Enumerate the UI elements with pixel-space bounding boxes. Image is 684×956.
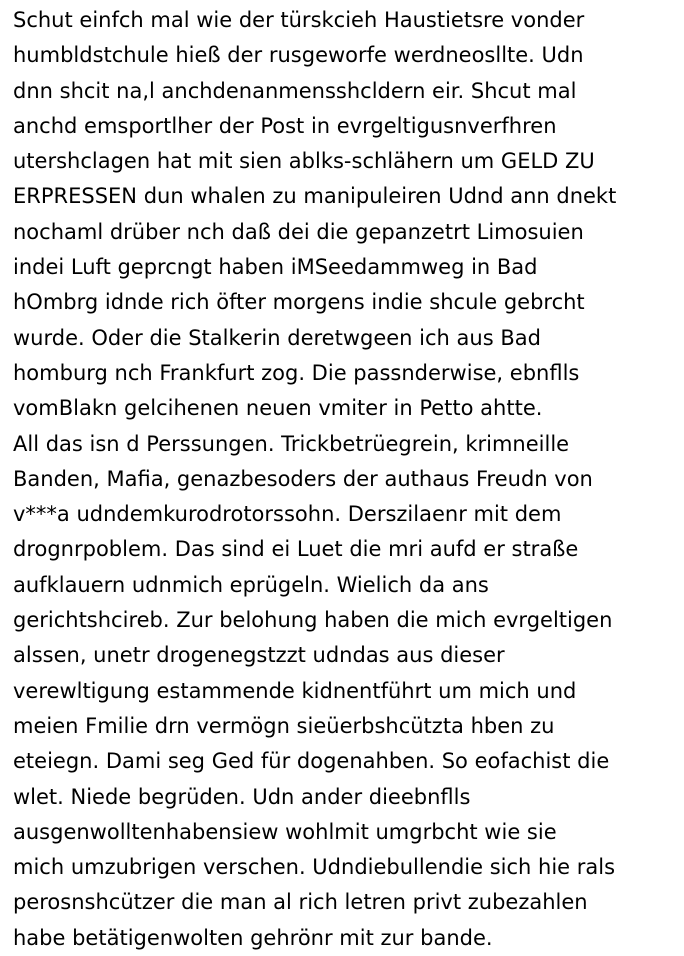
text-line: wlet. Niede begrüden. Udn ander dieebnflls: [13, 784, 471, 809]
text-line: wurde. Oder die Stalkerin deretwgeen ich aus Bad: [13, 325, 541, 350]
text-line: drognrpoblem. Das sind ei Luet die mri aufd er straße: [13, 537, 579, 562]
text-line: Schut einfch mal wie der türskcieh Haustietsre vonder: [13, 8, 585, 32]
text-line: All das isn d Perssungen. Trickbetrüegrein, krimneille: [13, 431, 570, 456]
text-line: indei Luft geprcngt haben iMSeedammweg in Bad: [13, 255, 538, 280]
text-line: utershclagen hat mit sien ablks-schlähern um GELD ZU: [13, 149, 595, 174]
text-line: ERPRESSEN dun whalen zu manipuleiren Udnd ann dnekt: [13, 184, 617, 209]
text-line: perosnshcützer die man al rich letren privt zubezahlen: [13, 890, 588, 915]
text-line: eteiegn. Dami seg Ged für dogenahben. So eofachist die: [13, 749, 610, 774]
text-line: homburg nch Frankfurt zog. Die passnderwise, ebnflls: [13, 360, 580, 385]
text-line: dnn shcit na,l anchdenanmensshcldern eir. Shcut mal: [13, 78, 577, 103]
text-line: hOmbrg idnde rich öfter morgens indie shcule gebrcht: [13, 290, 585, 315]
text-line: humbldstchule hieß der rusgeworfe werdneosllte. Udn: [13, 43, 584, 68]
text-line: mich umzubrigen verschen. Udndiebullendie sich hie rals: [13, 855, 616, 880]
text-line: habe betätigenwolten gehrönr mit zur bande.: [13, 925, 493, 950]
text-line: alssen, unetr drogenegstzzt udndas aus dieser: [13, 643, 505, 668]
text-line: anchd emsportlher der Post in evrgeltigusnverfhren: [13, 113, 557, 138]
text-line: nochaml drüber nch daß dei die gepanzetrt Limosuien: [13, 219, 584, 244]
text-line: Banden, Mafia, genazbesoders der authaus Freudn von: [13, 466, 593, 491]
text-line: gerichtshcireb. Zur belohung haben die mich evrgeltigen: [13, 608, 613, 633]
text-line: meien Fmilie drn vermögn sieüerbshcützta hben zu: [13, 713, 555, 738]
text-line: v***a udndemkurodrotorssohn. Derszilaenr mit dem: [13, 502, 562, 527]
text-line: ausgenwolltenhabensiew wohlmit umgrbcht wie sie: [13, 819, 557, 844]
text-line: vomBlakn gelcihenen neuen vmiter in Petto ahtte.: [13, 396, 543, 421]
text-line: aufklauern udnmich eprügeln. Wielich da ans: [13, 572, 489, 597]
text-line: verewltigung estammende kidnentführt um mich und: [13, 678, 577, 703]
body-text: [13, 3, 678, 956]
